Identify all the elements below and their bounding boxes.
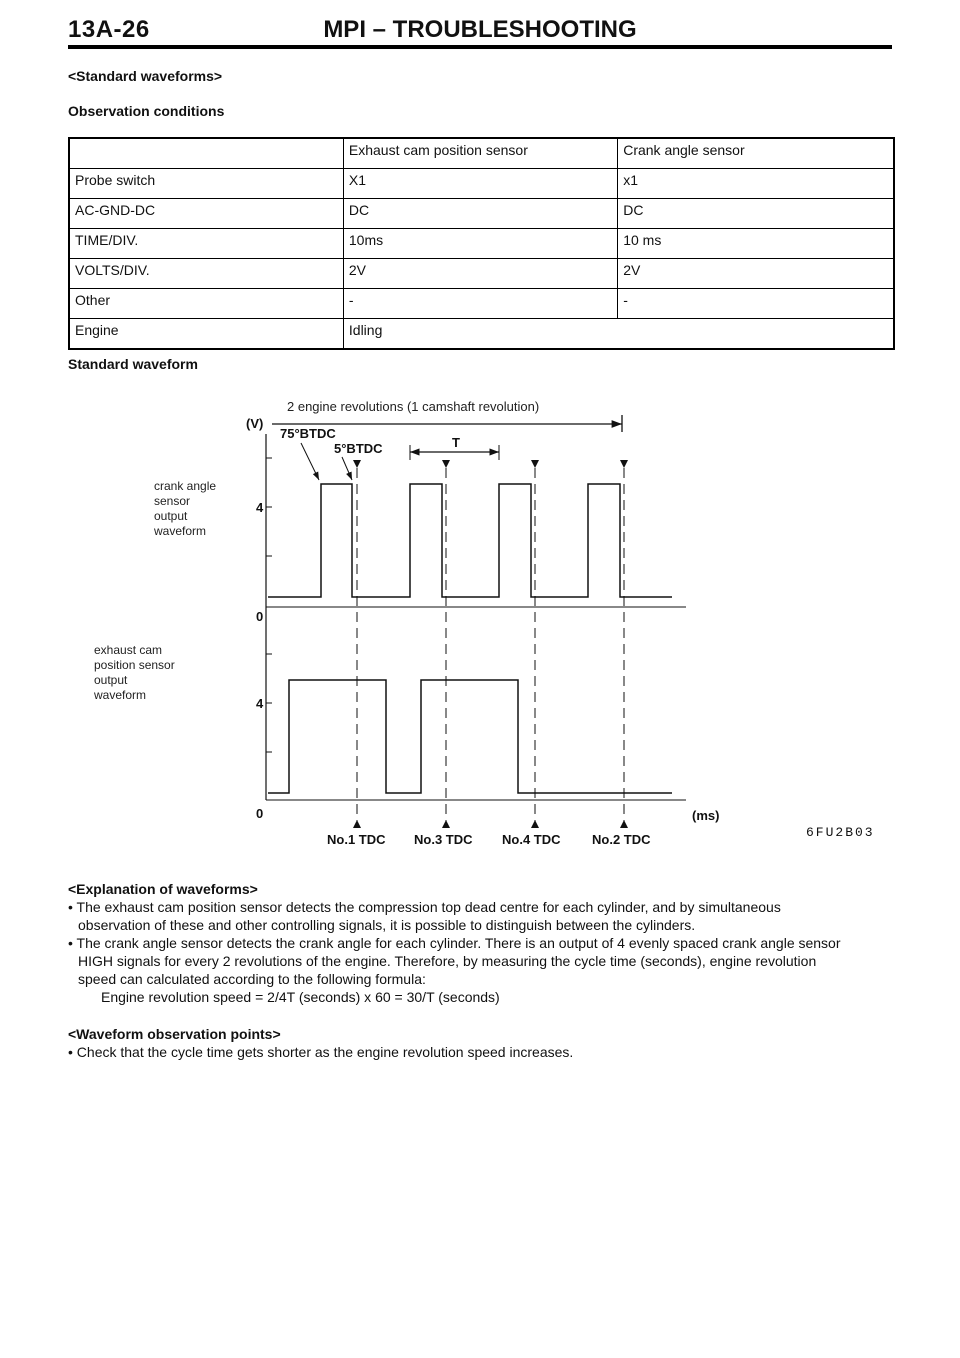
cam-position-waveform [268,680,672,793]
btdc-75-leader [301,443,319,480]
tick-4-upper: 4 [256,500,264,515]
header-rule [68,45,892,49]
table-cell-merged: Idling [343,319,894,350]
figure-code: 6FU2B03 [806,825,875,840]
cam-waveform-label: exhaust cam position sensor output waveform [94,643,175,702]
table-cell: Engine [69,319,343,350]
page-title: MPI – TROUBLESHOOTING [323,16,637,43]
table-cell: VOLTS/DIV. [69,259,343,289]
table-cell: DC [343,199,617,229]
tdc-label-no1: No.1 TDC [327,832,386,847]
table-cell: 2V [618,259,894,289]
table-cell: Exhaust cam position sensor [343,138,617,169]
tdc-label-no3: No.3 TDC [414,832,473,847]
tick-0-upper: 0 [256,609,264,624]
btdc-75-label: 75°BTDC [280,426,336,441]
table-row [69,169,894,199]
observation-conditions-table [68,137,895,350]
y-axis-ticks [266,458,272,752]
table-cell: - [618,289,894,319]
table-cell: x1 [618,169,894,199]
table-cell: 10 ms [618,229,894,259]
tick-4-lower: 4 [256,696,264,711]
tdc-label-no4: No.4 TDC [502,832,561,847]
table-cell: TIME/DIV. [69,229,343,259]
table-cell: 2V [343,259,617,289]
time-unit: (ms) [692,808,720,823]
observation-points-heading: <Waveform observation points> [68,1026,281,1042]
revolution-label: 2 engine revolutions (1 camshaft revolution) [287,399,540,414]
btdc-5-label: 5°BTDC [334,441,383,456]
explanation-heading: <Explanation of waveforms> [68,881,258,897]
table-row [69,229,894,259]
table-row [69,289,894,319]
table-row [69,199,894,229]
explanation-bullet-1-cont: observation of these and other controlling signals, it is possible to distinguish between the cylinders. [78,917,696,933]
period-label: T [452,435,460,450]
table-cell: - [343,289,617,319]
crank-angle-waveform [268,484,672,597]
observation-conditions-heading: Observation conditions [68,103,225,119]
table-cell: Other [69,289,343,319]
table-cell: DC [618,199,894,229]
table-cell: X1 [343,169,617,199]
tdc-bottom-markers [353,820,628,828]
speed-formula: Engine revolution speed = 2/4T (seconds) x 60 = 30/T (seconds) [101,989,500,1005]
explanation-bullet-2-cont: HIGH signals for every 2 revolutions of the engine. Therefore, by measuring the cycle time (seconds), engine revolution [78,953,817,969]
voltage-unit: (V) [246,416,264,431]
table-row-engine [69,319,894,350]
table-cell: Probe switch [69,169,343,199]
tdc-label-no2: No.2 TDC [592,832,651,847]
tdc-top-markers [353,460,628,468]
table-cell: AC-GND-DC [69,199,343,229]
table-cell: 10ms [343,229,617,259]
table-header-row [69,138,894,169]
tick-0-lower: 0 [256,806,264,821]
standard-waveform-heading: Standard waveform [68,356,198,372]
table-cell [69,138,343,169]
table-row [69,259,894,289]
table-cell: Crank angle sensor [618,138,894,169]
page-number: 13A-26 [68,16,150,43]
btdc-5-leader [342,457,352,480]
tdc-guide-lines [357,468,624,822]
observation-bullet-1: • Check that the cycle time gets shorter as the engine revolution speed increases. [68,1044,574,1060]
explanation-bullet-1: • The exhaust cam position sensor detects the compression top dead centre for each cylinder, and by simultaneous [68,899,781,915]
crank-waveform-label: crank angle sensor output waveform [154,479,217,538]
waveform-diagram [0,390,960,860]
explanation-bullet-2-cont2: speed can calculated according to the following formula: [78,971,426,987]
section-standard-waveforms: <Standard waveforms> [68,68,223,84]
explanation-bullet-2: • The crank angle sensor detects the crank angle for each cylinder. There is an output of 4 evenly spaced crank angle sensor [68,935,841,951]
